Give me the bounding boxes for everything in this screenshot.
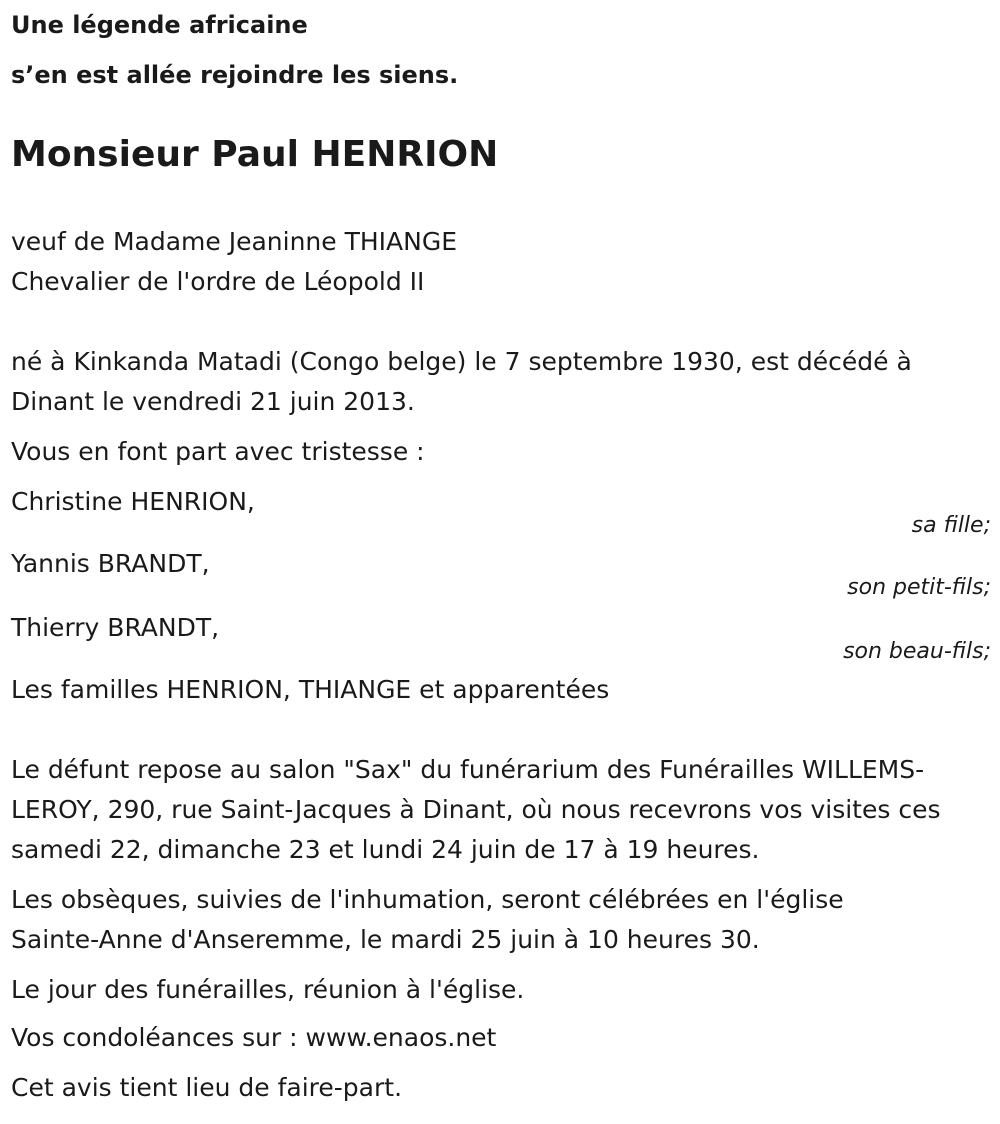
announcers-intro: Vous en font part avec tristesse : [11,437,425,466]
condolences-link[interactable]: www.enaos.net [305,1023,497,1052]
birth-death-line-1: né à Kinkanda Matadi (Congo belge) le 7 septembre 1930, est décédé à [11,347,912,376]
announcer-name: Christine HENRION, [11,487,255,516]
condolences-label: Vos condoléances sur : [11,1023,306,1052]
announcer-name: Yannis BRANDT, [11,549,210,578]
announcer-relation: son petit-fils; [847,575,991,600]
funeral-line-2: Sainte-Anne d'Anseremme, le mardi 25 juin à 10 heures 30. [11,925,760,954]
deceased-name: Monsieur Paul HENRION [11,134,499,175]
tagline-line-2: s’en est allée rejoindre les siens. [11,61,459,89]
honor-line: Chevalier de l'ordre de Léopold II [11,267,425,296]
announcer-relation: sa fille; [911,513,991,538]
condolences-line [11,1023,496,1053]
funeral-line-1: Les obsèques, suivies de l'inhumation, seront célébrées en l'église [11,885,844,914]
repose-line-2: LEROY, 290, rue Saint-Jacques à Dinant, où nous recevrons vos visites ces [11,795,941,824]
announcer-relation: son beau-fils; [843,639,991,664]
widower-line: veuf de Madame Jeaninne THIANGE [11,227,458,256]
meeting-line: Le jour des funérailles, réunion à l'église. [11,975,525,1004]
tagline-line-1: Une légende africaine [11,11,308,39]
families-line: Les familles HENRION, THIANGE et apparentées [11,675,610,704]
notice-line: Cet avis tient lieu de faire-part. [11,1073,403,1102]
birth-death-line-2: Dinant le vendredi 21 juin 2013. [11,387,415,416]
repose-line-3: samedi 22, dimanche 23 et lundi 24 juin de 17 à 19 heures. [11,835,760,864]
announcer-name: Thierry BRANDT, [11,613,220,642]
repose-line-1: Le défunt repose au salon "Sax" du funérarium des Funérailles WILLEMS- [11,755,925,784]
